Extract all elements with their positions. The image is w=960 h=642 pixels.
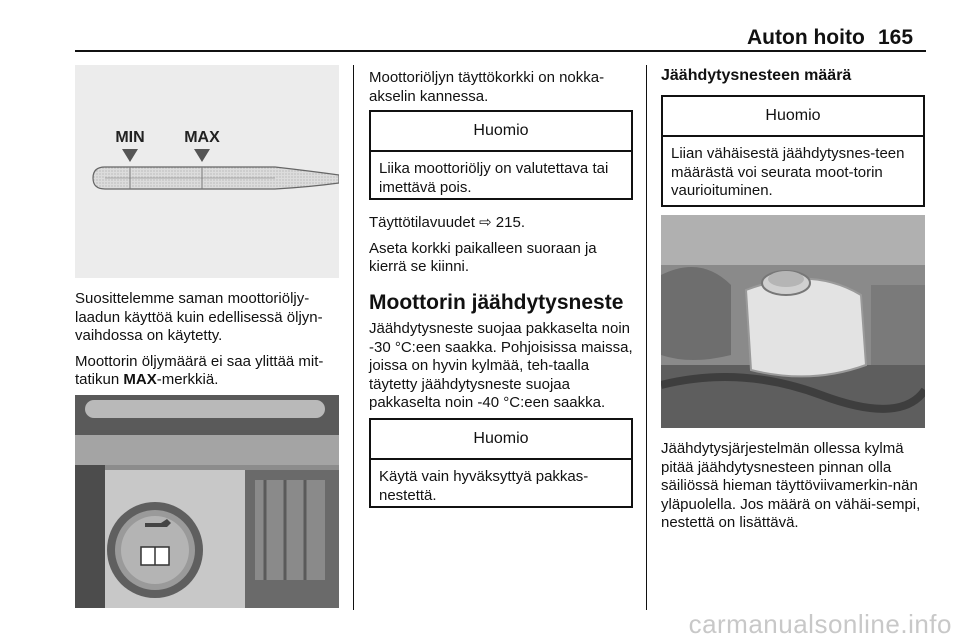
column-separator-left: [353, 65, 354, 610]
coolant-level-text: Jäähdytysjärjestelmän ollessa kylmä pitää jäähdytysnesteen pinnan olla säiliössä hieman täyttöviivamerkin-nän yläpuolella. Jos määrä on vähäi-sempi, nestettä on lisättävä.: [661, 440, 921, 531]
oil-level-text-end: -merkkiä.: [156, 371, 219, 388]
header-rule: [75, 50, 926, 52]
max-label: MAX: [184, 129, 220, 146]
notice-body: Liika moottoriöljy on valutettava tai imettävä pois.: [379, 160, 609, 196]
capacities-reference: [369, 214, 634, 284]
page-number: 165: [878, 26, 914, 49]
coolant-reservoir-photo: [661, 215, 925, 428]
section-heading-coolant: Moottorin jäähdytysneste: [369, 291, 624, 314]
filler-cap-location-text: Moottoriöljyn täyttökorkki on nokka-akselin kannessa.: [369, 69, 605, 105]
page-reference-arrow-icon: ⇨: [479, 214, 492, 231]
notice-title: Huomio: [371, 420, 631, 460]
oil-level-text-start: Moottorin öljymäärä ei saa ylittää mit-tatikun: [75, 352, 324, 388]
dipstick-illustration: [75, 65, 339, 278]
engine-bay-photo: [75, 395, 339, 608]
oil-quality-paragraph: Suosittelemme saman moottoriöljy-laadun käyttöä kuin edellisessä öljyn-vaihdossa on käytetty.: [75, 290, 323, 344]
cap-instruction-paragraph: Aseta korkki paikalleen suoraan ja kierrä se kiinni.: [369, 239, 597, 275]
coolant-level-heading: Jäähdytysnesteen määrä: [661, 67, 852, 84]
column-separator-right: [646, 65, 647, 610]
coolant-protection-text: Jäähdytysneste suojaa pakkaselta noin -30 °C:een saakka. Pohjoisissa maissa, joissa on hyvin kylmää, teh-taalla täytetty jäähdytysneste suojaa pakkaselta noin -40 °C:een saakka.: [369, 320, 633, 411]
dipstick-drawing: [75, 65, 339, 278]
header-title: Auton hoito: [747, 26, 865, 49]
capacities-paragraph: [369, 214, 634, 233]
notice-title: Huomio: [663, 97, 923, 137]
book-icon: [141, 547, 169, 565]
oil-level-paragraph: [75, 353, 343, 390]
notice-body: Käytä vain hyväksyttyä pakkas-nestettä.: [379, 468, 589, 504]
notice-body: Liian vähäisestä jäähdytysnes-teen määrästä voi seurata moot-torin vaurioituminen.: [671, 145, 905, 199]
oil-quality-text: [75, 290, 343, 397]
notice-low-coolant: [661, 95, 925, 207]
min-label: MIN: [115, 129, 145, 146]
notice-approved-antifreeze: [369, 418, 633, 508]
oil-filler-cap-photo: [75, 395, 339, 608]
notice-title: Huomio: [371, 112, 631, 152]
watermark: carmanualsonline.info: [688, 609, 952, 639]
coolant-reservoir-image: [661, 215, 925, 428]
notice-excess-oil: [369, 110, 633, 200]
capacities-page-number: 215.: [491, 214, 526, 231]
max-mark-label: MAX: [123, 371, 157, 388]
capacities-text: Täyttötilavuudet: [369, 214, 480, 231]
